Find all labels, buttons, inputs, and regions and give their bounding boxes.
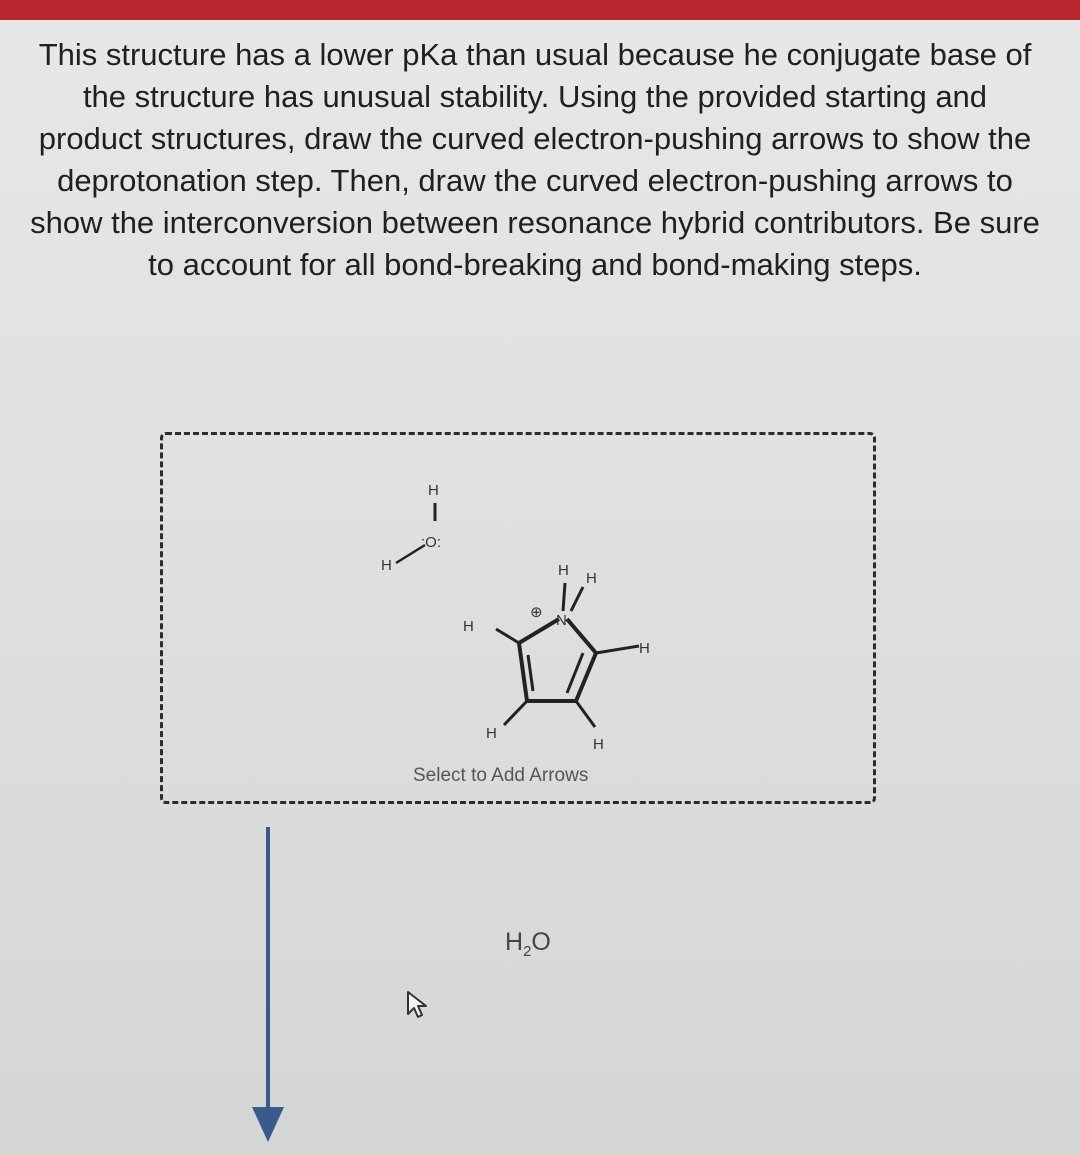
ring-bond-left: [519, 643, 527, 701]
pointer-cursor-icon: [404, 990, 430, 1020]
water-formula-subscript: 2: [523, 943, 532, 960]
ring-molecule: [463, 562, 650, 753]
bond-to-h-bottom-right: [576, 701, 595, 727]
water-h-left: H: [381, 557, 392, 574]
nh-hydrogen-1: H: [558, 562, 569, 579]
nh-hydrogen-2: H: [586, 570, 597, 587]
ring-bond-n-right: [567, 619, 596, 653]
question-prompt: This structure has a lower pKa than usual because he conjugate base of the structure has unusual stability. Using the provided starting and product structures, draw the curved electron-pushing arrows to show the deprotonation step. Then, draw the curved electron-pushing arrows to show the interconversion between resonance hybrid contributors. Be sure to account for all bond-breaking and bond-making steps.: [30, 37, 1040, 282]
arrow-drawing-workspace[interactable]: [160, 432, 876, 804]
water-reagent-label: [505, 928, 551, 960]
ring-h-right: H: [639, 640, 650, 657]
nitrogen-atom: N: [556, 612, 567, 629]
bond-n-h1: [563, 583, 565, 611]
ring-bond-left-n: [519, 619, 559, 643]
question-page: [0, 20, 1080, 1155]
molecule-drawing: [163, 435, 873, 801]
top-accent-bar: [0, 0, 1080, 20]
water-oxygen: :O:: [421, 534, 442, 551]
water-formula-o: O: [531, 928, 551, 956]
down-arrow-icon: [250, 825, 290, 1145]
ring-h-bottom-right: H: [593, 736, 604, 753]
select-to-add-arrows-button[interactable]: Select to Add Arrows: [413, 765, 589, 786]
bond-n-h2: [571, 587, 583, 611]
ring-h-left: H: [463, 618, 474, 635]
positive-charge-icon: ⊕: [530, 604, 543, 621]
ring-h-bottom-left: H: [486, 725, 497, 742]
water-h-top: H: [428, 482, 439, 499]
bond-to-h-right: [596, 646, 639, 653]
water-molecule: [381, 482, 441, 574]
water-formula-h: H: [505, 928, 524, 956]
bond-to-h-bottom-left: [504, 701, 527, 725]
bond-to-h-left: [496, 629, 519, 643]
ring-double-bond-left-inner: [528, 655, 533, 691]
